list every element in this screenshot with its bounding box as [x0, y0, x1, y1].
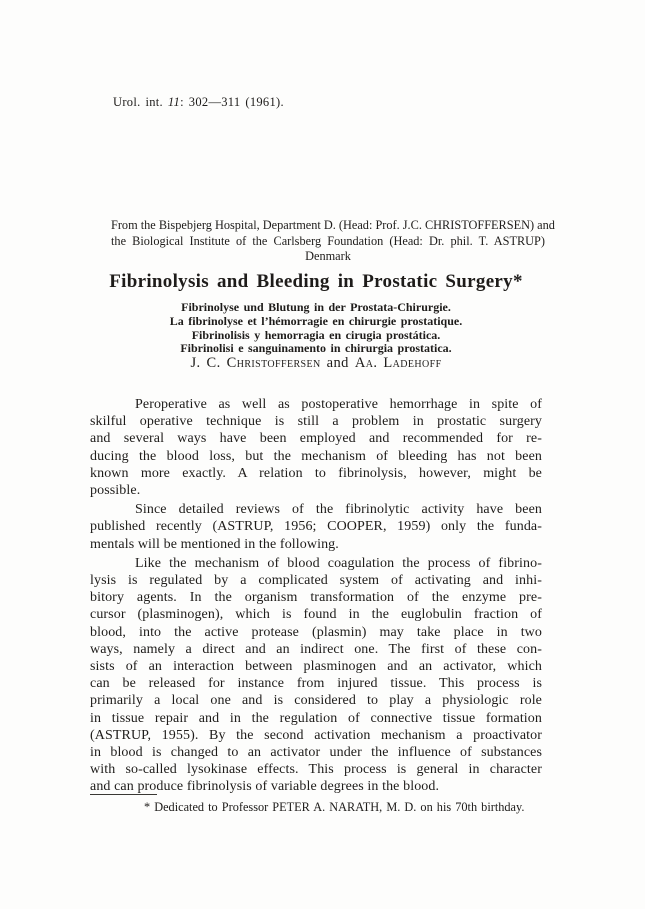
authors-connector: and [320, 355, 355, 371]
text-line: sists of an interaction between plasminogen and an activator, which [90, 659, 542, 675]
footnote-rule [90, 794, 157, 795]
text-line: possible. [90, 483, 141, 499]
text-line: lysis is regulated by a complicated system of activating and inhi- [90, 573, 542, 589]
authors-line [90, 355, 542, 372]
text-line: in tissue repair and in the regulation of connective tissue formation [90, 710, 542, 726]
affiliation-line-1: From the Bispebjerg Hospital, Department D. (Head: Prof. J.C. CHRISTOFFERSEN) and [111, 218, 555, 232]
text-line: skilful operative technique is still a problem in prostatic surgery [90, 414, 542, 430]
footnote: * Dedicated to Professor PETER A. NARATH, M. D. on his 70th birthday. [144, 800, 525, 814]
text-line: Like the mechanism of blood coagulation the process of fibrino- [135, 555, 542, 571]
journal-citation-prefix: Urol. int. [113, 95, 168, 109]
text-line: and can produce fibrinolysis of variable degrees in the blood. [90, 779, 440, 795]
text-line: and several ways have been employed and recommended for re- [90, 431, 542, 447]
text-line: ducing the blood loss, but the mechanism of bleeding has not been [90, 448, 542, 464]
text-line: can be released for instance from injured tissue. This process is [90, 676, 542, 692]
journal-citation-pages: : 302—311 (1961). [180, 95, 284, 109]
text-line: ways, namely a direct and an indirect one. The first of these con- [90, 641, 542, 657]
paragraph-1 [90, 396, 542, 499]
text-line: known more exactly. A relation to fibrinolysis, however, might be [90, 465, 542, 481]
text-line: Fibrinolisi e sanguinamento in chirurgia prostatica. [180, 341, 452, 356]
author-name-1: J. C. Christoffersen [190, 355, 321, 371]
text-line: Fibrinolisis y hemorragia en cirugia prostática. [191, 327, 441, 342]
text-line: in blood is changed to an activator under the influence of substances [90, 745, 542, 761]
paragraph-2 [90, 501, 542, 553]
text-line: Fibrinolyse und Blutung in der Prostata-Chirurgie. [181, 300, 451, 314]
text-line: Peroperative as well as postoperative hemorrhage in spite of [135, 397, 542, 412]
text-line: blood, into the active protease (plasmin) may take place in two [90, 624, 542, 640]
text-line: with so-called lysokinase effects. This process is general in character [90, 762, 542, 778]
paper-title: Fibrinolysis and Bleeding in Prostatic Surgery* [109, 271, 523, 292]
text-line: mentals will be mentioned in the following. [90, 536, 339, 552]
text-line: Since detailed reviews of the fibrinolytic activity have been [135, 502, 542, 518]
translated-titles [90, 301, 542, 356]
text-line: bitory agents. In the organism transformation of the enzyme pre- [90, 590, 542, 606]
text-line: (ASTRUP, 1955). By the second activation mechanism a proactivator [90, 727, 542, 743]
affiliation-block [111, 218, 555, 265]
text-line: cursor (plasminogen), which is found in the euglobulin fraction of [90, 607, 542, 623]
journal-citation [113, 95, 284, 110]
journal-volume: 11 [167, 95, 181, 109]
text-line: primarily a local one and is considered to play a physiologic role [90, 693, 542, 709]
paragraph-3 [90, 555, 542, 796]
text-line: La fibrinolyse et l’hémorragie en chirurgie prostatique. [169, 313, 463, 328]
author-name-2: Aa. Ladehoff [354, 355, 442, 371]
affiliation-country: Denmark [305, 249, 351, 264]
body-text [90, 396, 542, 796]
text-line: published recently (ASTRUP, 1956; COOPER, 1959) only the funda- [90, 519, 542, 535]
affiliation-line-2: the Biological Institute of the Carlsberg Foundation (Head: Dr. phil. T. ASTRUP) [111, 233, 545, 248]
